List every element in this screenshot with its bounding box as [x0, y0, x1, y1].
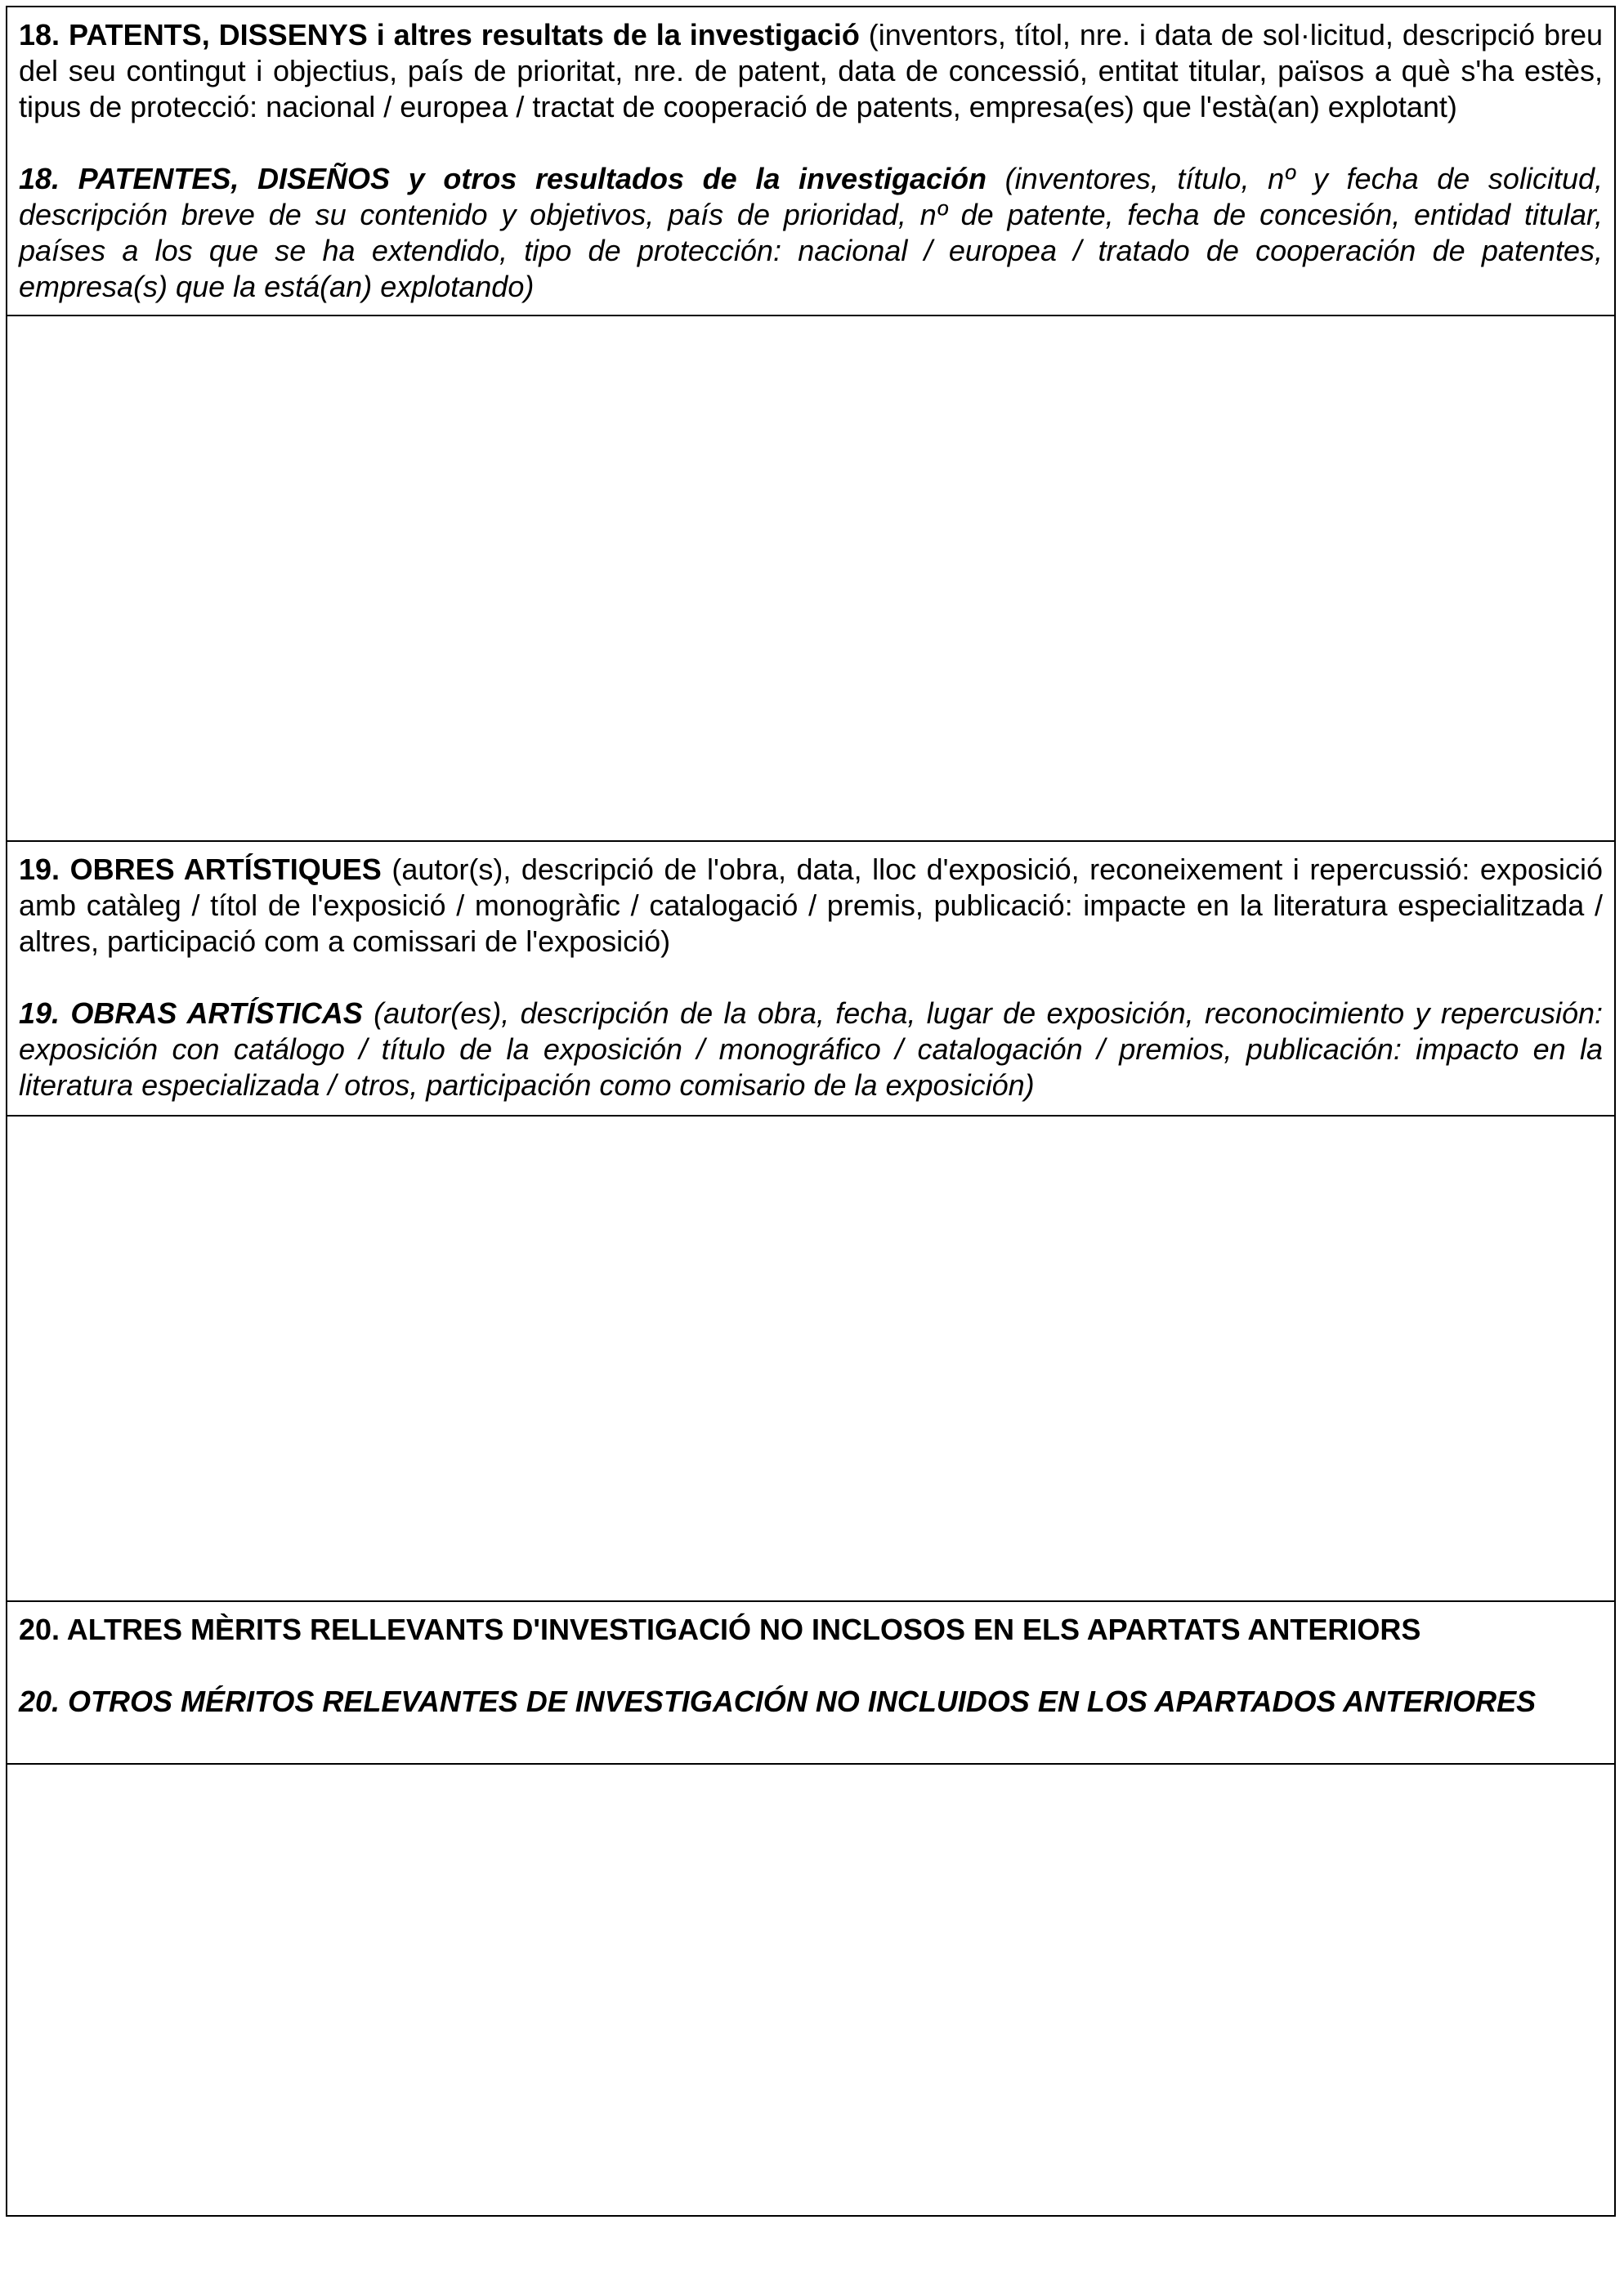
section-20-catalan-title: 20. ALTRES MÈRITS RELLEVANTS D'INVESTIGACIÓ NO INCLOSOS EN ELS APARTATS ANTERIORS — [19, 1613, 1421, 1646]
cv-form-table — [6, 6, 1616, 2217]
section-18-catalan-title: 18. PATENTS, DISSENYS i altres resultats de la investigació — [19, 18, 860, 51]
section-19-catalan-text — [19, 852, 1603, 960]
section-19-spanish-title: 19. OBRAS ARTÍSTICAS — [19, 996, 363, 1030]
section-19-spanish-text — [19, 996, 1603, 1103]
section-18-answer-field[interactable] — [7, 316, 1614, 842]
section-20-spanish-title: 20. OTROS MÉRITOS RELEVANTES DE INVESTIGACIÓN NO INCLUIDOS EN LOS APARTADOS ANTERIORES — [19, 1685, 1537, 1718]
section-18-catalan-text — [19, 17, 1603, 125]
section-20-header — [7, 1602, 1614, 1765]
section-18-header — [7, 7, 1614, 316]
section-18-spanish-title: 18. PATENTES, DISEÑOS y otros resultados de la investigación — [19, 162, 987, 195]
section-20-spanish-text — [19, 1684, 1603, 1720]
section-19-answer-field[interactable] — [7, 1117, 1614, 1602]
section-19-catalan-description: (autor(s), descripció de l'obra, data, lloc d'exposició, reconeixement i repercussió: exposició amb catàleg / títol de l'exposició / monogràfic / catalogació / premis, publicació: impacte en la literatura especialitzada / altres, participació com a comissari de l'exposició) — [19, 853, 1604, 958]
section-18-spanish-text — [19, 161, 1603, 305]
section-19-catalan-title: 19. OBRES ARTÍSTIQUES — [19, 853, 382, 886]
section-18-catalan-description: (inventors, títol, nre. i data de sol·licitud, descripció breu del seu contingut i objectius, país de prioritat, nre. de patent, data de concessió, entitat titular, països a què s'ha estès, tipus de protecció: nacional / europea / tractat de cooperació de patents, empresa(es) que l'està(an) explotant) — [19, 18, 1603, 123]
section-20-catalan-text — [19, 1612, 1603, 1648]
section-19-header — [7, 842, 1614, 1117]
section-19-spanish-description: (autor(es), descripción de la obra, fecha, lugar de exposición, reconocimiento y repercusión: exposición con catálogo / título de la exposición / monográfico / catalogación / premios, publicación: impacto en la literatura especializada / otros, participación como comisario de la exposición) — [19, 996, 1603, 1102]
section-20-answer-field[interactable] — [7, 1765, 1614, 2217]
section-18-spanish-description: (inventores, título, nº y fecha de solicitud, descripción breve de su contenido y objetivos, país de prioridad, nº de patente, fecha de concesión, entidad titular, países a los que se ha extendido, tipo de protección: nacional / europea / tratado de cooperación de patentes, empresa(s) que la está(an) explotando) — [19, 162, 1603, 303]
